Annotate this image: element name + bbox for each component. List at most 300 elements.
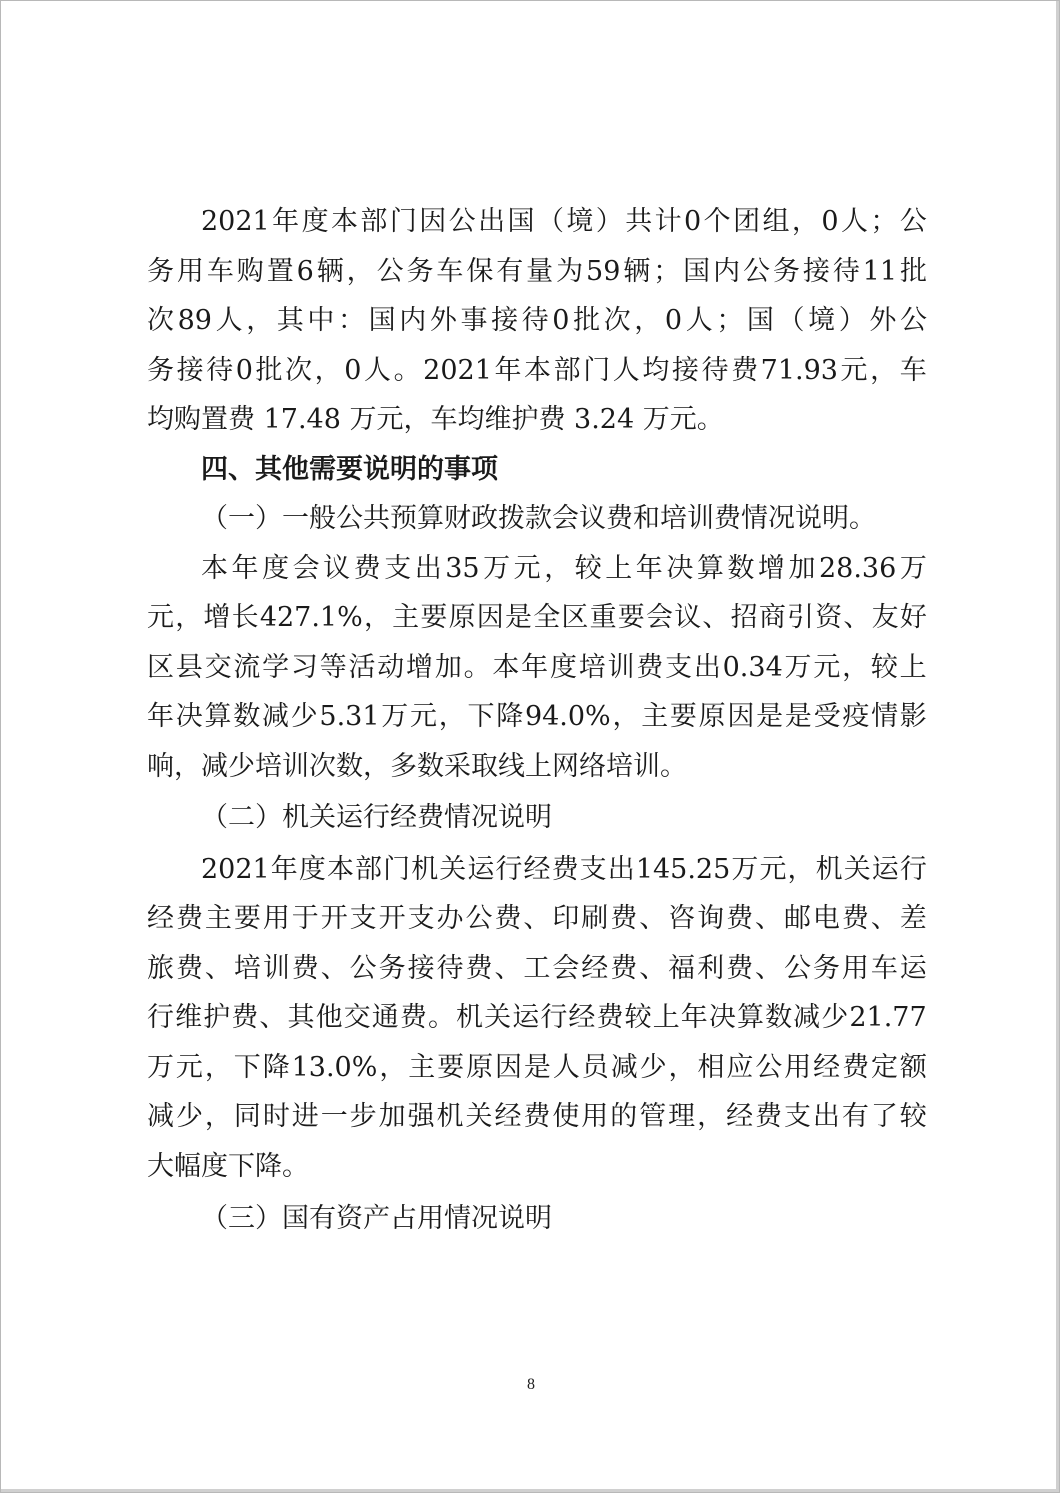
text-run: 商	[758, 602, 786, 633]
text-run: 共	[625, 206, 653, 237]
text-run: 、	[259, 1002, 287, 1033]
text-run: 出	[812, 1101, 840, 1132]
text-run: 中	[307, 305, 335, 336]
text-run: 次	[147, 305, 174, 336]
text-run: 0	[664, 305, 683, 336]
text-run: 国	[746, 305, 774, 336]
text-run: 车	[899, 354, 927, 386]
text-run: 公	[755, 1051, 783, 1083]
text-run: 94.0%	[524, 701, 611, 732]
text-run: 活	[348, 651, 376, 683]
text-run: 支	[407, 903, 435, 934]
text-run: 年	[270, 853, 298, 885]
text-run: 均	[642, 354, 670, 386]
text-run: 元	[840, 354, 868, 386]
text-run: 减	[793, 1002, 821, 1033]
text-run: 全	[533, 602, 561, 633]
text-run: 强	[407, 1101, 435, 1132]
text-run: 0	[684, 206, 702, 237]
text-run: 费	[175, 903, 203, 934]
text-run: 福	[668, 952, 696, 984]
paragraph-line	[147, 845, 927, 895]
text-run: 好	[899, 602, 927, 633]
text-run: 公	[899, 206, 927, 237]
text-run: 区	[561, 602, 589, 633]
paragraph-line	[147, 197, 927, 247]
text-run: 培	[233, 952, 261, 984]
text-run: 部	[360, 206, 388, 237]
text-run: 务	[406, 255, 434, 287]
paragraph-line	[147, 894, 927, 944]
text-run: 公	[376, 255, 404, 287]
text-run: 人	[364, 354, 391, 386]
text-run: 疫	[842, 701, 870, 732]
text-run: 度	[549, 651, 577, 683]
text-run: 护	[203, 1002, 231, 1033]
text-run: ，	[204, 1051, 232, 1083]
text-run: 费	[353, 552, 381, 584]
text-run: 国	[683, 255, 711, 287]
text-run: 是	[523, 1051, 551, 1083]
text-run: 本	[330, 206, 358, 237]
text-run: 动	[377, 651, 405, 683]
text-run: 较	[574, 552, 602, 584]
text-run: 运	[871, 853, 899, 885]
text-run: 学	[262, 651, 290, 683]
text-run: 公	[448, 206, 476, 237]
text-run: 事	[460, 305, 488, 336]
text-run: 有	[496, 255, 524, 287]
text-run: 接	[802, 255, 830, 287]
text-run: 会	[646, 602, 673, 633]
text-run: 重	[589, 602, 617, 633]
text-run: 引	[787, 602, 815, 633]
text-run: 年	[521, 651, 549, 683]
text-run: 组	[762, 206, 790, 237]
text-run: 运	[512, 1002, 540, 1033]
text-run: 经	[581, 952, 609, 984]
text-run: 次	[603, 305, 631, 336]
text-run: 支	[783, 1101, 811, 1132]
text-run: 务	[772, 255, 800, 287]
text-run: 费	[636, 651, 664, 683]
text-run: 会	[552, 952, 580, 984]
text-run: 年	[680, 1002, 708, 1033]
text-run: 算	[204, 701, 232, 732]
text-run: 经	[813, 1051, 841, 1083]
text-run: 。	[463, 651, 491, 683]
text-run: 少	[821, 1002, 849, 1033]
text-run: 数	[233, 701, 261, 732]
text-run: 0	[235, 354, 253, 386]
text-run: 待	[521, 305, 549, 336]
text-run: 受	[813, 701, 841, 732]
text-run: 减	[261, 701, 289, 732]
text-run: 关	[465, 1101, 493, 1132]
paragraph-line	[147, 544, 927, 594]
text-run: ，	[438, 701, 466, 732]
paragraph-line	[147, 346, 927, 396]
text-run: 度	[262, 552, 290, 584]
text-run: 要	[669, 701, 697, 732]
text-run: 关	[439, 853, 467, 885]
text-run: 批	[899, 255, 927, 287]
text-run: 本	[492, 651, 520, 683]
text-run: 交	[204, 651, 232, 683]
text-run: 管	[639, 1101, 667, 1132]
text-run: 批	[255, 354, 283, 386]
text-run: 、	[639, 903, 667, 934]
text-run: 万	[483, 552, 511, 584]
text-run: 车	[870, 952, 898, 984]
text-run: 行	[899, 853, 927, 885]
text-run: 通	[371, 1002, 399, 1033]
text-run: 印	[552, 903, 580, 934]
text-run: 务	[147, 354, 174, 386]
text-run: 原	[698, 701, 726, 732]
text-run: 、	[702, 602, 730, 633]
text-run: 年	[231, 552, 259, 584]
text-run: 行	[147, 1002, 174, 1033]
text-run: 上	[899, 651, 927, 683]
text-run: ；	[716, 305, 744, 336]
text-run: 时	[262, 1101, 290, 1132]
text-run: 加	[788, 552, 816, 584]
text-run: 公	[349, 952, 377, 984]
text-run: 议	[323, 552, 351, 584]
text-run: 、	[755, 952, 783, 984]
text-run: 是	[756, 701, 784, 732]
text-run: ，	[346, 255, 374, 287]
text-run: 内	[399, 305, 427, 336]
text-run: 其	[287, 1002, 315, 1033]
text-run: 少	[175, 1101, 203, 1132]
text-run: 工	[523, 952, 551, 984]
text-run: ，	[204, 1101, 232, 1132]
text-run: 本	[326, 853, 354, 885]
text-run: 11	[862, 255, 898, 287]
text-run: 公	[783, 952, 811, 984]
text-run: 元	[813, 651, 841, 683]
text-run: 费	[726, 952, 754, 984]
text-run: 待	[701, 354, 729, 386]
text-run: 加	[434, 651, 462, 683]
text-run: 出	[693, 651, 721, 683]
text-run: 相	[697, 1051, 725, 1083]
text-run: 公	[899, 305, 927, 336]
text-run: 因	[727, 701, 755, 732]
text-run: 决	[666, 552, 694, 584]
subsection-heading: （三）国有资产占用情况说明	[201, 1203, 552, 1234]
text-run: 21.77	[849, 1002, 927, 1033]
text-run: 增	[406, 651, 434, 683]
text-run: ，	[668, 1051, 696, 1083]
text-run: （	[777, 305, 805, 336]
text-run: 行	[540, 1002, 568, 1033]
text-run: 上	[605, 552, 633, 584]
text-run: 境	[566, 206, 594, 237]
text-run: 资	[815, 602, 843, 633]
text-run: 机	[411, 853, 439, 885]
text-run: 算	[696, 552, 724, 584]
subsection-heading: （二）机关运行经费情况说明	[201, 802, 552, 833]
text-run: 2021	[423, 354, 492, 386]
text-run: 年	[272, 206, 300, 237]
text-run: 、	[204, 952, 232, 984]
text-run: 万	[731, 853, 759, 885]
text-run: 旅	[147, 952, 174, 984]
text-run: 门	[383, 853, 411, 885]
text-run: 用	[262, 903, 290, 934]
text-run: 接	[671, 354, 699, 386]
text-run: 、	[639, 952, 667, 984]
text-run: 人	[612, 354, 640, 386]
paragraph-line	[147, 993, 927, 1043]
text-run: 个	[703, 206, 731, 237]
text-run: 费	[494, 903, 522, 934]
text-run: 人	[552, 1051, 580, 1083]
text-run: 0.34	[722, 651, 783, 683]
text-run: 降	[496, 701, 524, 732]
text-run: 、	[523, 903, 551, 934]
text-run: 量	[526, 255, 554, 287]
text-run: 门	[583, 354, 611, 386]
text-run: 了	[870, 1101, 898, 1132]
text-run: 使	[552, 1101, 580, 1132]
text-run: 境	[808, 305, 836, 336]
text-run: 费	[610, 903, 638, 934]
text-run: 外	[429, 305, 457, 336]
text-run: 、	[494, 952, 522, 984]
text-run: 运	[899, 952, 927, 984]
text-run: 培	[578, 651, 606, 683]
paragraph-line	[147, 296, 927, 346]
text-run: 机	[436, 1101, 464, 1132]
text-run: 0	[552, 305, 570, 336]
text-run: 车	[206, 255, 234, 287]
text-run: 差	[899, 903, 927, 934]
text-run: 59	[586, 255, 621, 287]
text-run: 原	[466, 1051, 494, 1083]
page-number: 8	[527, 1376, 535, 1393]
text-run: 门	[389, 206, 417, 237]
text-run: 主	[641, 701, 669, 732]
text-run: 部	[355, 853, 383, 885]
text-run: 人	[685, 305, 713, 336]
text-run: 费	[610, 952, 638, 984]
text-run: 费	[231, 1002, 259, 1033]
text-run: 下	[233, 1051, 261, 1083]
text-run: 办	[436, 903, 464, 934]
text-run: 少	[639, 1051, 667, 1083]
text-run: 减	[147, 1101, 174, 1132]
text-run: 支	[665, 651, 693, 683]
text-run: 2021	[201, 206, 270, 237]
text-run: 开	[378, 903, 406, 934]
text-run: 万	[899, 552, 927, 584]
text-run: ，	[363, 602, 391, 633]
text-run: 费	[465, 952, 493, 984]
text-run: 经	[523, 853, 551, 885]
text-run: 员	[581, 1051, 609, 1083]
text-run: 本	[524, 354, 552, 386]
text-run: 置	[266, 255, 294, 287]
text-run: 行	[495, 853, 523, 885]
text-run: 维	[175, 1002, 203, 1033]
text-run: 主	[408, 1051, 436, 1083]
text-run: 车	[436, 255, 464, 287]
text-run: 支	[349, 903, 377, 934]
text-run: ，	[634, 305, 662, 336]
text-run: （	[536, 206, 564, 237]
text-run: 。	[427, 1002, 455, 1033]
text-run: 算	[736, 1002, 764, 1033]
text-run: 其	[276, 305, 304, 336]
text-run: 因	[476, 602, 504, 633]
text-run: 待	[436, 952, 464, 984]
text-run: ；	[653, 255, 681, 287]
text-run: 元	[147, 602, 174, 633]
text-run: 、	[870, 903, 898, 934]
text-run: 费	[175, 952, 203, 984]
text-run: 机	[815, 853, 843, 885]
text-run: 习	[290, 651, 318, 683]
text-run: 要	[437, 1051, 465, 1083]
text-run: 次	[285, 354, 313, 386]
text-run: 用	[784, 1051, 812, 1083]
text-run: 的	[610, 1101, 638, 1132]
text-run: 降	[262, 1051, 290, 1083]
text-run: 为	[556, 255, 584, 287]
text-run: ）	[838, 305, 866, 336]
text-run: 71.93	[760, 354, 838, 386]
text-run: 度	[301, 206, 329, 237]
text-run: ，	[870, 354, 898, 386]
text-run: 国	[368, 305, 396, 336]
text-run: 、	[755, 903, 783, 934]
text-run: 团	[733, 206, 761, 237]
text-run: 进	[291, 1101, 319, 1132]
paragraph-line: 均购置费 17.48 万元，车均维护费 3.24 万元。	[147, 404, 724, 435]
text-run: 咨	[668, 903, 696, 934]
text-run: 主	[204, 903, 232, 934]
text-run: 支	[579, 853, 607, 885]
text-run: 2021	[201, 853, 270, 885]
text-run: 情	[871, 701, 899, 732]
section-heading: 四、其他需要说明的事项	[201, 453, 498, 485]
text-run: 加	[378, 1101, 406, 1132]
text-run: 万	[381, 701, 409, 732]
paragraph-line: 响，减少培训次数，多数采取线上网络培训。	[147, 750, 687, 782]
text-run: 刷	[581, 903, 609, 934]
text-run: 35	[445, 552, 480, 584]
text-run: 一	[320, 1101, 348, 1132]
text-run: 训	[262, 952, 290, 984]
text-run: ，	[544, 552, 572, 584]
text-run: 原	[448, 602, 476, 633]
text-run: 出	[607, 853, 635, 885]
paragraph-line: 大幅度下降。	[147, 1150, 309, 1182]
text-run: 少	[290, 701, 318, 732]
text-run: 要	[420, 602, 448, 633]
text-run: 费	[842, 1051, 870, 1083]
text-run: 计	[654, 206, 682, 237]
text-run: 427.1%	[259, 602, 363, 633]
text-run: 较	[899, 1101, 927, 1132]
text-run: 费	[551, 853, 579, 885]
text-run: 开	[320, 903, 348, 934]
paragraph-line	[147, 643, 927, 693]
text-run: 机	[456, 1002, 484, 1033]
text-run: 主	[392, 602, 420, 633]
text-run: 保	[466, 255, 494, 287]
text-run: 、	[843, 602, 871, 633]
paragraph-line	[147, 1043, 927, 1093]
text-run: 待	[832, 255, 860, 287]
text-run: 年	[147, 701, 174, 732]
text-run: ：	[338, 305, 366, 336]
text-run: ，	[697, 1101, 725, 1132]
text-run: 要	[233, 903, 261, 934]
text-run: 接	[491, 305, 519, 336]
text-run: 元	[759, 853, 787, 885]
text-run: 定	[870, 1051, 898, 1083]
text-run: ，	[175, 602, 203, 633]
text-run: ，	[246, 305, 274, 336]
text-run: 国	[507, 206, 535, 237]
text-run: 是	[504, 602, 532, 633]
text-run: 务	[147, 255, 174, 287]
text-run: ；	[870, 206, 898, 237]
text-run: 接	[176, 354, 204, 386]
text-run: 县	[175, 651, 203, 683]
text-run: 利	[697, 952, 725, 984]
text-run: 辆	[316, 255, 344, 287]
text-run: 。	[393, 354, 421, 386]
text-run: 0	[821, 206, 839, 237]
text-run: ，	[787, 853, 815, 885]
text-run: 万	[147, 1051, 174, 1083]
text-run: 0	[344, 354, 362, 386]
text-run: 是	[784, 701, 812, 732]
text-run: 长	[231, 602, 259, 633]
text-run: 询	[697, 903, 725, 934]
text-run: 费	[841, 903, 869, 934]
text-run: 待	[206, 354, 234, 386]
text-run: 交	[343, 1002, 371, 1033]
text-run: 步	[349, 1101, 377, 1132]
text-run: 经	[568, 1002, 596, 1033]
text-run: 费	[291, 952, 319, 984]
text-run: ）	[595, 206, 623, 237]
text-run: 外	[869, 305, 897, 336]
text-run: 等	[319, 651, 347, 683]
text-run: 28.36	[818, 552, 897, 584]
text-run: 流	[233, 651, 261, 683]
text-run: 同	[233, 1101, 261, 1132]
text-run: 务	[812, 952, 840, 984]
text-run: ，	[612, 701, 640, 732]
text-run: 用	[176, 255, 204, 287]
text-run: 用	[841, 952, 869, 984]
text-run: 应	[726, 1051, 754, 1083]
text-run: ，	[379, 1051, 407, 1083]
text-run: 13.0%	[291, 1051, 378, 1083]
text-run: 下	[467, 701, 495, 732]
text-run: 、	[320, 952, 348, 984]
text-run: 元	[513, 552, 541, 584]
text-run: 部	[553, 354, 581, 386]
